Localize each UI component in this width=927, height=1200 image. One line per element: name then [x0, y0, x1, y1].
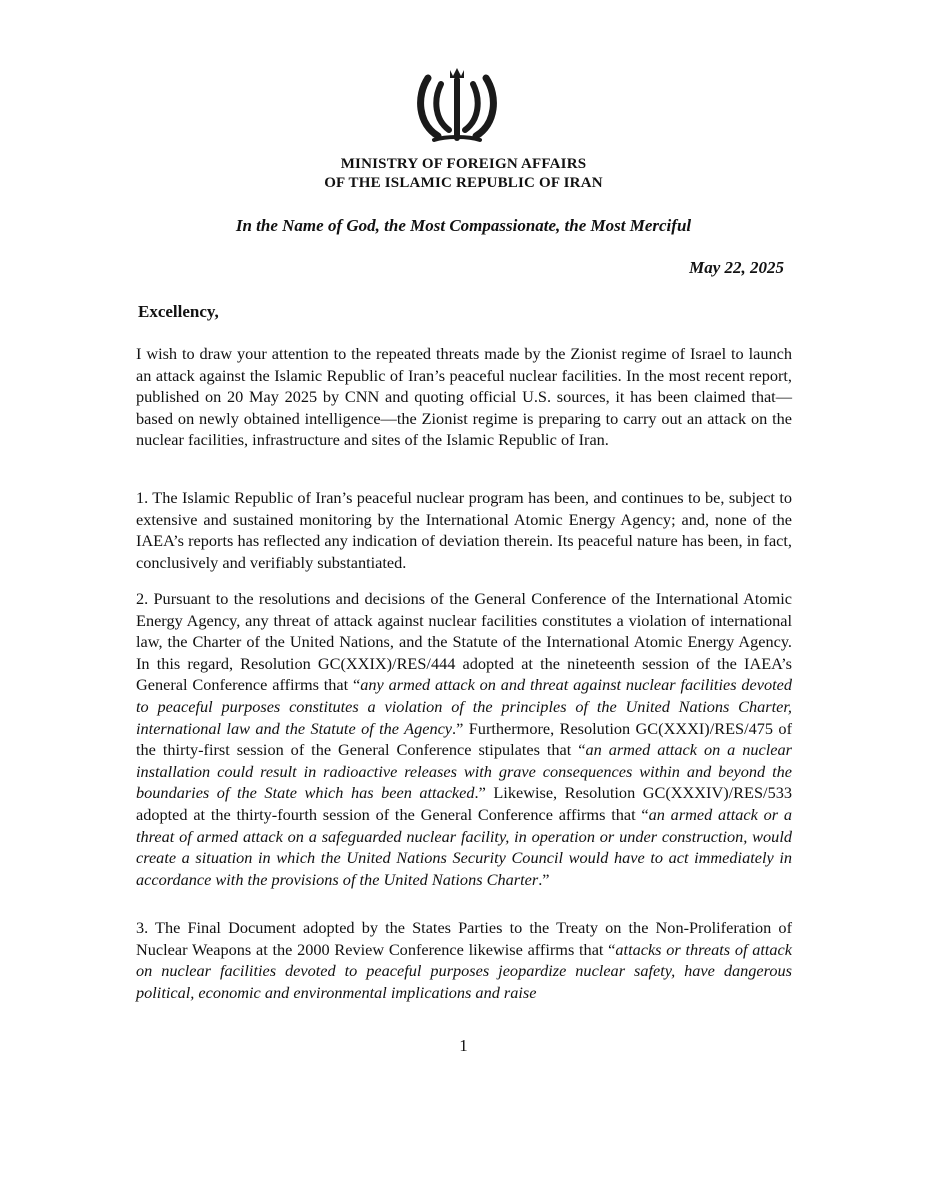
letter-date: May 22, 2025 — [689, 258, 784, 277]
iran-emblem-icon — [414, 66, 500, 146]
paragraph-1: 1. The Islamic Republic of Iran’s peaceful nuclear program has been, and continues to be, subject to extensive and sustained monitoring by the International Atomic Energy Agency; and, none of the IAEA’s reports has reflected any indication of deviation therein. Its peaceful nature has been, in fact, conclusively and verifiably substantiated. — [136, 488, 792, 572]
ministry-title-line-2: OF THE ISLAMIC REPUBLIC OF IRAN — [324, 175, 603, 191]
paragraph-2-text: .” Likewise, Resolution GC(XXXIV)/RES/533 adopted at the thirty-fourth session of the General Conference affirms that “ — [136, 783, 792, 824]
salutation: Excellency, — [138, 302, 219, 321]
paragraph-2-text: .” Furthermore, Resolution GC(XXXI)/RES/475 of the thirty-first session of the General Conference stipulates that “ — [136, 718, 792, 760]
invocation: In the Name of God, the Most Compassionate, the Most Merciful — [235, 216, 692, 235]
quote-gc-res-444: any armed attack on and threat against nuclear facilities devoted to peaceful purposes constitutes a violation of the principles of the United Nations Charter, international law and the Statute of the Agency — [136, 675, 792, 738]
paragraph-intro: I wish to draw your attention to the repeated threats made by the Zionist regime of Israel to launch an attack against the Islamic Republic of Iran’s peaceful nuclear facilities. In the most recent report, published on 20 May 2025 by CNN and quoting official U.S. sources, it has been claimed that—based on newly obtained intelligence—the Zionist regime is preparing to carry out an attack on the nuclear facilities, infrastructure and sites of the Islamic Republic of Iran. — [136, 344, 792, 450]
quote-gc-res-475: an armed attack on a nuclear installation could result in radioactive releases with grave consequences within and beyond the boundaries of the State which has been attacked — [136, 740, 792, 803]
paragraph-3-text: 3. The Final Document adopted by the States Parties to the Treaty on the Non-Proliferation of Nuclear Weapons at the 2000 Review Conference likewise affirms that “ — [136, 918, 792, 959]
paragraph-2-text: 2. Pursuant to the resolutions and decisions of the General Conference of the International Atomic Energy Agency, any threat of attack against nuclear facilities constitutes a violation of international law, the Charter of the United Nations, and the Statute of the International Atomic Energy Agency. In this regard, Resolution GC(XXIX)/RES/444 adopted at the nineteenth session of the IAEA’s General Conference affirms that “ — [136, 589, 792, 695]
quote-npt-2000: attacks or threats of attack on nuclear facilities devoted to peaceful purposes jeopardize nuclear safety, have dangerous political, economic and environmental implications and raise — [136, 939, 792, 1002]
ministry-title-line-1: MINISTRY OF FOREIGN AFFAIRS — [340, 156, 587, 172]
paragraph-3 — [136, 917, 792, 1003]
paragraph-2-text: .” — [538, 869, 550, 889]
page-number: 1 — [459, 1036, 468, 1055]
paragraph-2 — [136, 588, 792, 890]
quote-gc-res-533: an armed attack or a threat of armed attack on a safeguarded nuclear facility, in operation or under construction, would create a situation in which the United Nations Security Council would have to act immediately in accordance with the provisions of the United Nations Charter — [136, 804, 793, 889]
